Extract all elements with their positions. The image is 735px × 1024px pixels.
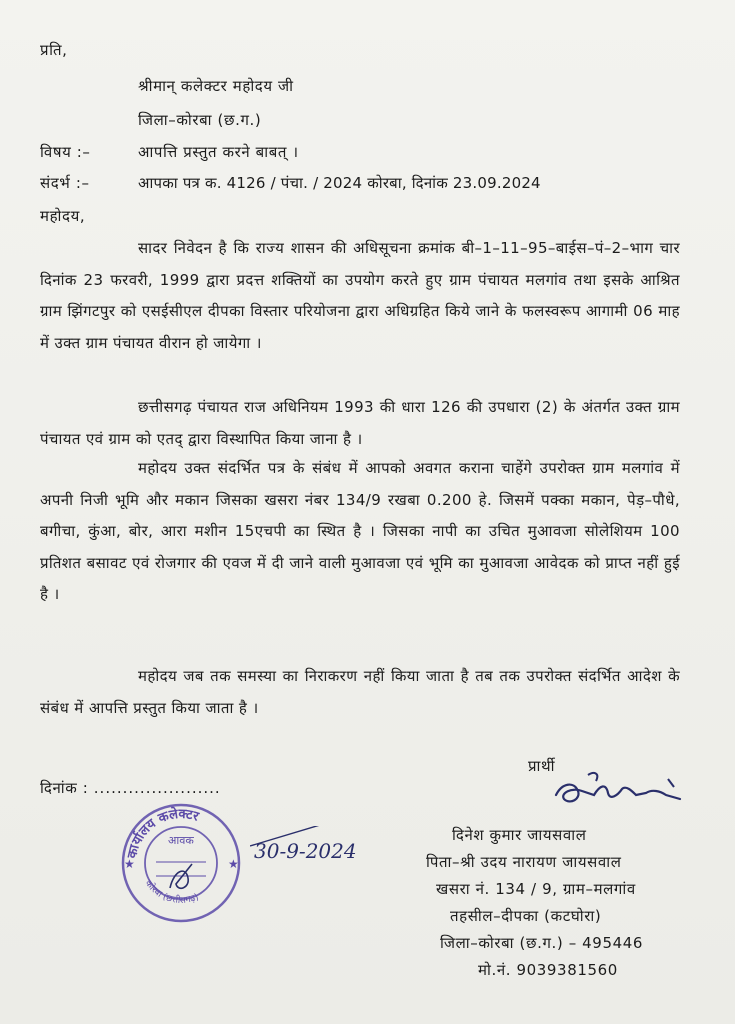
greeting: महोदय, (40, 207, 86, 225)
sender-khasra: खसरा नं. 134 / 9, ग्राम–मलगांव (436, 880, 636, 898)
handwritten-date-text: 30-9-2024 (254, 839, 357, 863)
svg-text:★: ★ (228, 857, 239, 871)
subject-text: आपत्ति प्रस्तुत करने बाबत् । (138, 143, 299, 161)
sender-district: जिला–कोरबा (छ.ग.) – 495446 (440, 934, 644, 952)
sender-mobile: मो.नं. 9039381560 (478, 961, 618, 979)
date-label-text: दिनांक : (40, 779, 89, 797)
paragraph-3-text: महोदय उक्त संदर्भित पत्र के संबंध में आपको अवगत कराना चाहेंगे उपरोक्त ग्राम मलगांव में अपनी निजी भूमि और मकान जिसका खसरा नंबर 134/9 रखबा 0.200 हे. जिसमें पक्का मकान, पेड़–पौधे, बगीचा, कुंआ, बोर, आरा मशीन 15एचपी का स्थित है । जिसका नापी का उचित मुआवजा सोलेशियम 100 प्रतिशत बसावट एवं रोजगार की एवज में दी जाने वाली मुआवजा एवं भूमि का मुआवजा आवेदक को प्राप्त नहीं हुई है । (40, 459, 680, 603)
signature-mark (548, 765, 688, 815)
svg-text:★: ★ (124, 857, 135, 871)
paragraph-3 (40, 453, 680, 611)
addressee-line-1: श्रीमान् कलेक्टर महोदय जी (138, 77, 294, 95)
paragraph-4 (40, 661, 680, 724)
date-dots: ...................... (93, 779, 221, 797)
salutation-to: प्रति, (40, 41, 68, 59)
paragraph-1-text: सादर निवेदन है कि राज्य शासन की अधिसूचना क्रमांक बी–1–11–95–बाईस–पं–2–भाग चार दिनांक 23 फरवरी, 1999 द्वारा प्रदत्त शक्तियों का उपयोग करते हुए ग्राम पंचायत मलगांव तथा इसके आश्रित ग्राम झिंगटपुर को एसईसीएल दीपका विस्तार परियोजना द्वारा अधिग्रहित किये जाने के फलस्वरूप आगामी 06 माह में उक्त ग्राम पंचायत वीरान हो जायेगा । (40, 239, 680, 352)
stamp-bottom-text: कोरबा (छत्तीसगढ़) (142, 878, 201, 907)
sender-tehsil: तहसील–दीपका (कटघोरा) (450, 907, 602, 925)
handwritten-date (250, 826, 390, 866)
paragraph-2-text: छत्तीसगढ़ पंचायत राज अधिनियम 1993 की धारा 126 की उपधारा (2) के अंतर्गत उक्त ग्राम पंचायत एवं ग्राम को एतद् द्वारा विस्थापित किया जाना है । (40, 398, 680, 448)
paragraph-4-text: महोदय जब तक समस्या का निराकरण नहीं किया जाता है तब तक उपरोक्त संदर्भित आदेश के संबंध में आपत्ति प्रस्तुत किया जाता है । (40, 667, 680, 717)
reference-text: आपका पत्र क. 4126 / पंचा. / 2024 कोरबा, दिनांक 23.09.2024 (138, 174, 541, 192)
addressee-line-2: जिला–कोरबा (छ.ग.) (138, 111, 262, 129)
reference-label: संदर्भ :– (40, 174, 90, 192)
paragraph-1 (40, 233, 680, 359)
office-stamp (118, 800, 244, 926)
stamp-ring-text: कार्यालय कलेक्टर (124, 806, 201, 860)
sender-father: पिता–श्री उदय नारायण जायसवाल (426, 853, 622, 871)
subject-label: विषय :– (40, 143, 91, 161)
applicant-label: प्रार्थी (528, 757, 556, 775)
stamp-inner-label: आवक (168, 834, 194, 847)
date-label (40, 778, 221, 798)
sender-name: दिनेश कुमार जायसवाल (452, 826, 587, 844)
paragraph-2 (40, 392, 680, 455)
